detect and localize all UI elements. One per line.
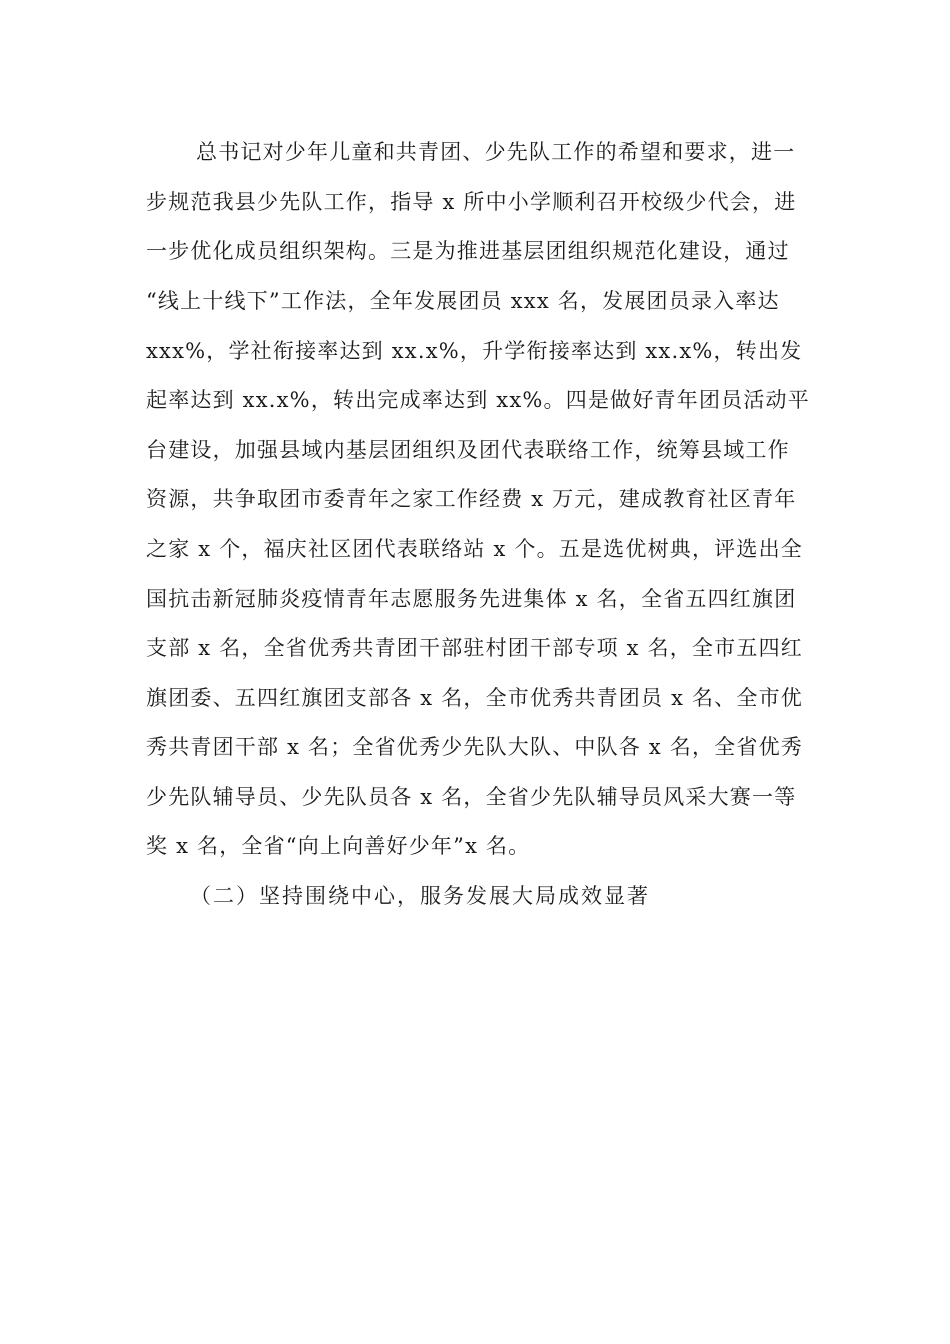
paragraph-line-11: 支部 x 名，全省优秀共青团干部驻村团干部专项 x 名，全市五四红 [146, 636, 803, 660]
paragraph-line-15: 奖 x 名，全省“向上向善好少年”x 名。 [146, 834, 531, 858]
paragraph-line-4: “线上十线下”工作法，全年发展团员 xxx 名，发展团员录入率达 [146, 289, 780, 313]
paragraph-line-5: xxx%，学社衔接率达到 xx.x%，升学衔接率达到 xx.x%，转出发 [146, 339, 803, 363]
paragraph-line-3: 一步优化成员组织架构。三是为推进基层团组织规范化建设，通过 [146, 239, 790, 263]
paragraph-line-12: 旗团委、五四红旗团支部各 x 名，全市优秀共青团员 x 名、全市优 [146, 686, 803, 710]
paragraph-line-1: 总书记对少年儿童和共青团、少先队工作的希望和要求，进一 [196, 140, 796, 164]
paragraph-line-6: 起率达到 xx.x%，转出完成率达到 xx%。四是做好青年团员活动平 [146, 388, 810, 412]
paragraph-line-9: 之家 x 个，福庆社区团代表联络站 x 个。五是选优树典，评选出全 [146, 537, 803, 561]
paragraph-line-10: 国抗击新冠肺炎疫情青年志愿服务先进集体 x 名，全省五四红旗团 [146, 587, 797, 611]
paragraph-line-8: 资源，共争取团市委青年之家工作经费 x 万元，建成教育社区青年 [146, 487, 797, 511]
paragraph-line-7: 台建设，加强县域内基层团组织及团代表联络工作，统筹县域工作 [146, 438, 790, 462]
paragraph-line-2: 步规范我县少先队工作，指导 x 所中小学顺利召开校级少代会，进 [146, 190, 797, 214]
paragraph-line-14: 少先队辅导员、少先队员各 x 名，全省少先队辅导员风采大赛一等 [146, 785, 797, 809]
paragraph-line-13: 秀共青团干部 x 名；全省优秀少先队大队、中队各 x 名，全省优秀 [146, 735, 803, 759]
section-heading: （二）坚持围绕中心，服务发展大局成效显著 [190, 884, 650, 908]
